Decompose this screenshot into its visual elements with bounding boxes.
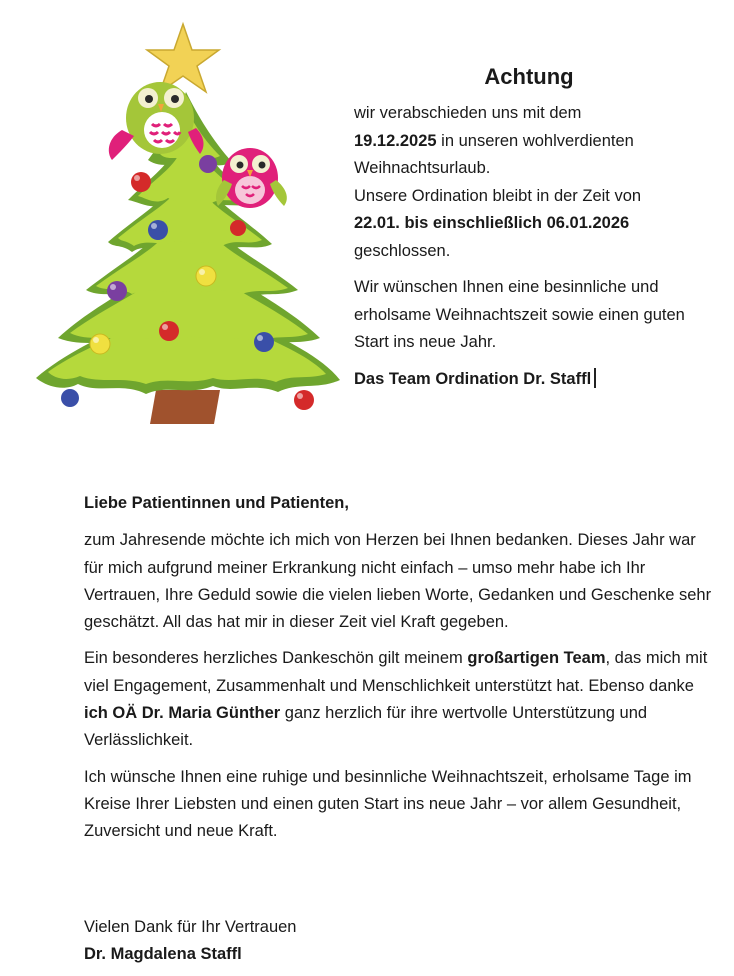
letter-paragraph-3: Ich wünsche Ihnen eine ruhige und besinnliche Weihnachtszeit, erholsame Tage im Kreise Ihrer Liebsten und einen guten Start ins neue Jahr – vor allem Gesundheit, Zuversicht und neue Kraft. xyxy=(84,767,692,841)
team-name: Das Team Ordination Dr. Staffl xyxy=(354,369,592,388)
notice-team-signature xyxy=(354,366,714,394)
notice-paragraph-closure xyxy=(354,100,714,265)
closing-line: Vielen Dank für Ihr Vertrauen xyxy=(84,918,297,936)
notice-text: in unseren wohlverdienten Weihnachtsurlaub. xyxy=(354,131,634,177)
signature: Dr. Magdalena Staffl xyxy=(84,945,242,964)
notice-paragraph-wishes: Wir wünschen Ihnen eine besinnliche und erholsame Weihnachtszeit sowie einen guten Start ins neue Jahr. xyxy=(354,278,685,351)
notice-text: Unsere Ordination bleibt in der Zeit von xyxy=(354,186,642,205)
notice-title: Achtung xyxy=(484,64,574,89)
text-cursor xyxy=(594,368,596,388)
tree-trunk xyxy=(150,390,220,424)
notice-date: 19.12.2025 xyxy=(354,131,437,150)
letter-text: ganz herzlich für ihre wertvolle Unterstützung und Verlässlichkeit. xyxy=(84,704,648,750)
notice-period: 22.01. bis einschließlich 06.01.2026 xyxy=(354,214,630,232)
letter-greeting: Liebe Patientinnen und Patienten, xyxy=(84,494,349,512)
letter-paragraph-2 xyxy=(84,645,714,754)
letter-bold-team: großartigen Team xyxy=(467,649,606,668)
letter-body xyxy=(84,490,714,855)
christmas-tree-illustration xyxy=(28,20,348,432)
letter-closing xyxy=(84,914,297,969)
letter-paragraph-1: zum Jahresende möchte ich mich von Herzen bei Ihnen bedanken. Dieses Jahr war für mich aufgrund meiner Erkrankung nicht einfach – umso mehr habe ich Ihr Vertrauen, Ihre Geduld sowie die vielen lieben Worte, Gedanken und Geschenke sehr geschätzt. All das hat mir in dieser Zeit viel Kraft gegeben. xyxy=(84,531,712,632)
christmas-tree-icon xyxy=(28,20,348,432)
letter-text: , das mich mit viel Engagement, Zusammenhalt und Menschlichkeit unterstützt hat. Ebenso danke xyxy=(84,649,708,695)
notice-text: wir verabschieden uns mit dem xyxy=(354,104,582,122)
notice-block xyxy=(354,62,714,393)
letter-text: Ein besonderes herzliches Dankeschön gilt meinem xyxy=(84,649,468,668)
letter-bold-doctor: ich OÄ Dr. Maria Günther xyxy=(84,704,281,723)
star-icon xyxy=(147,24,219,92)
notice-text: geschlossen. xyxy=(354,241,451,260)
